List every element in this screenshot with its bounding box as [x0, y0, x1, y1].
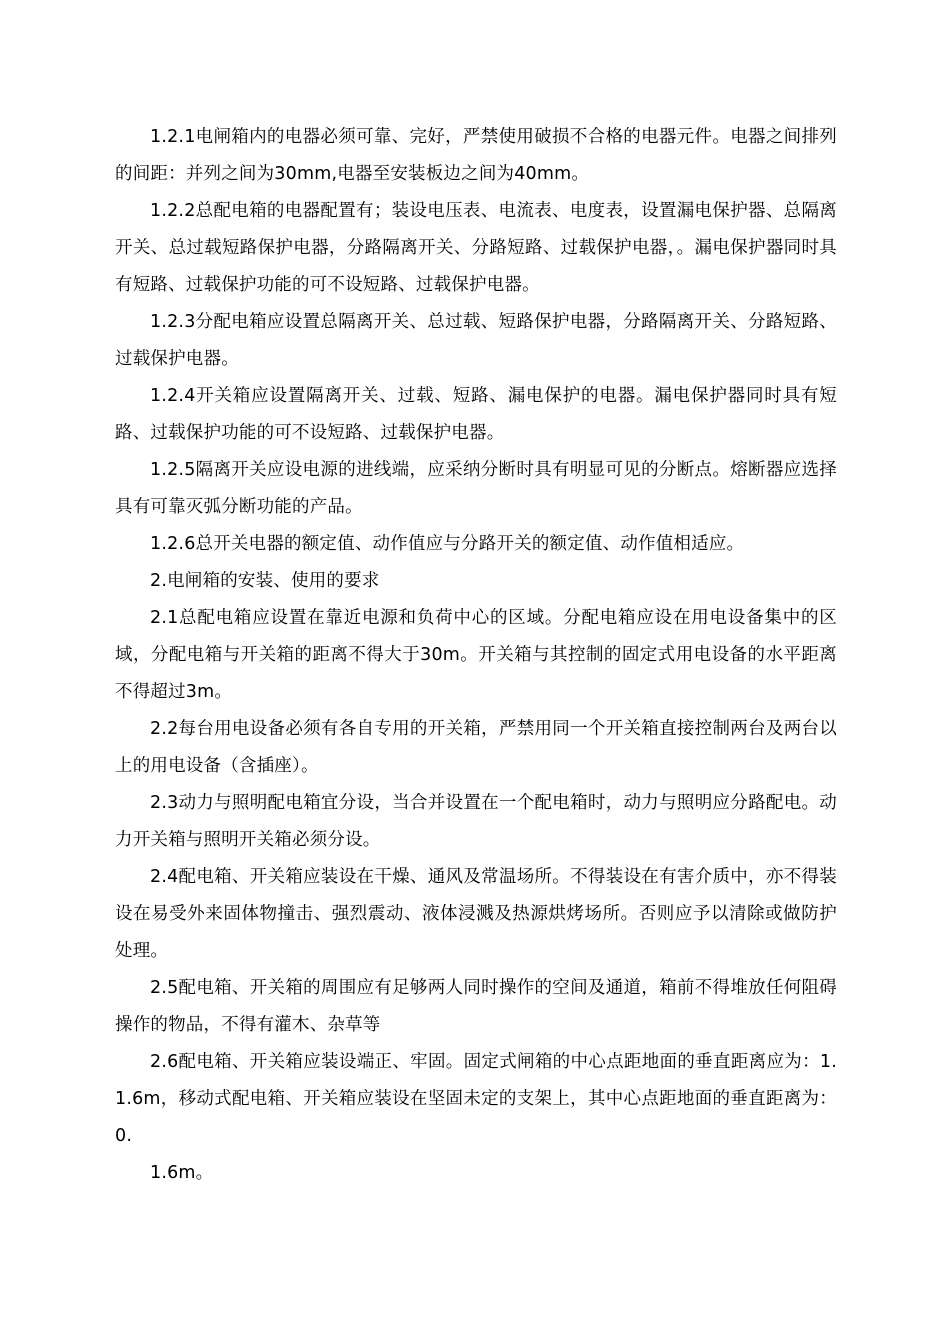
section-heading-2: 2.电闸箱的安装、使用的要求 — [150, 571, 380, 591]
paragraph-2-3: 2.3动力与照明配电箱宜分设，当合并设置在一个配电箱时，动力与照明应分路配电。动力开关箱与照明开关箱必须分设。 — [115, 793, 837, 850]
paragraph-1-2-6: 1.2.6总开关电器的额定值、动作值应与分路开关的额定值、动作值相适应。 — [150, 534, 745, 554]
paragraph-1-2-3: 1.2.3分配电箱应设置总隔离开关、总过载、短路保护电器，分路隔离开关、分路短路、过载保护电器。 — [115, 312, 837, 369]
paragraph-1-2-5: 1.2.5隔离开关应设电源的进线端，应采纳分断时具有明显可见的分断点。熔断器应选择具有可靠灭弧分断功能的产品。 — [115, 460, 837, 517]
paragraph-2-6: 2.6配电箱、开关箱应装设端正、牢固。固定式闸箱的中心点距地面的垂直距离应为：1.1.6m，移动式配电箱、开关箱应装设在坚固未定的支架上，其中心点距地面的垂直距离为：0. — [115, 1052, 837, 1146]
paragraph-continuation: 1.6m。 — [150, 1163, 214, 1183]
paragraph-1-2-1: 1.2.1电闸箱内的电器必须可靠、完好，严禁使用破损不合格的电器元件。电器之间排列的间距：并列之间为30mm,电器至安装板边之间为40mm。 — [115, 127, 837, 184]
paragraph-1-2-4: 1.2.4开关箱应设置隔离开关、过载、短路、漏电保护的电器。漏电保护器同时具有短路、过载保护功能的可不设短路、过载保护电器。 — [115, 386, 837, 443]
document-body — [115, 119, 837, 1192]
paragraph-2-2: 2.2每台用电设备必须有各自专用的开关箱，严禁用同一个开关箱直接控制两台及两台以上的用电设备（含插座）。 — [115, 719, 837, 776]
paragraph-2-4: 2.4配电箱、开关箱应装设在干燥、通风及常温场所。不得装设在有害介质中，亦不得装设在易受外来固体物撞击、强烈震动、液体浸溅及热源烘烤场所。否则应予以清除或做防护处理。 — [115, 867, 837, 961]
paragraph-2-5: 2.5配电箱、开关箱的周围应有足够两人同时操作的空间及通道，箱前不得堆放任何阻碍操作的物品，不得有灌木、杂草等 — [115, 978, 837, 1035]
paragraph-2-1: 2.1总配电箱应设置在靠近电源和负荷中心的区域。分配电箱应设在用电设备集中的区域，分配电箱与开关箱的距离不得大于30m。开关箱与其控制的固定式用电设备的水平距离不得超过3m。 — [115, 608, 837, 702]
paragraph-1-2-2: 1.2.2总配电箱的电器配置有；装设电压表、电流表、电度表，设置漏电保护器、总隔离开关、总过载短路保护电器，分路隔离开关、分路短路、过载保护电器，。漏电保护器同时具有短路、过载保护功能的可不设短路、过载保护电器。 — [115, 201, 837, 295]
